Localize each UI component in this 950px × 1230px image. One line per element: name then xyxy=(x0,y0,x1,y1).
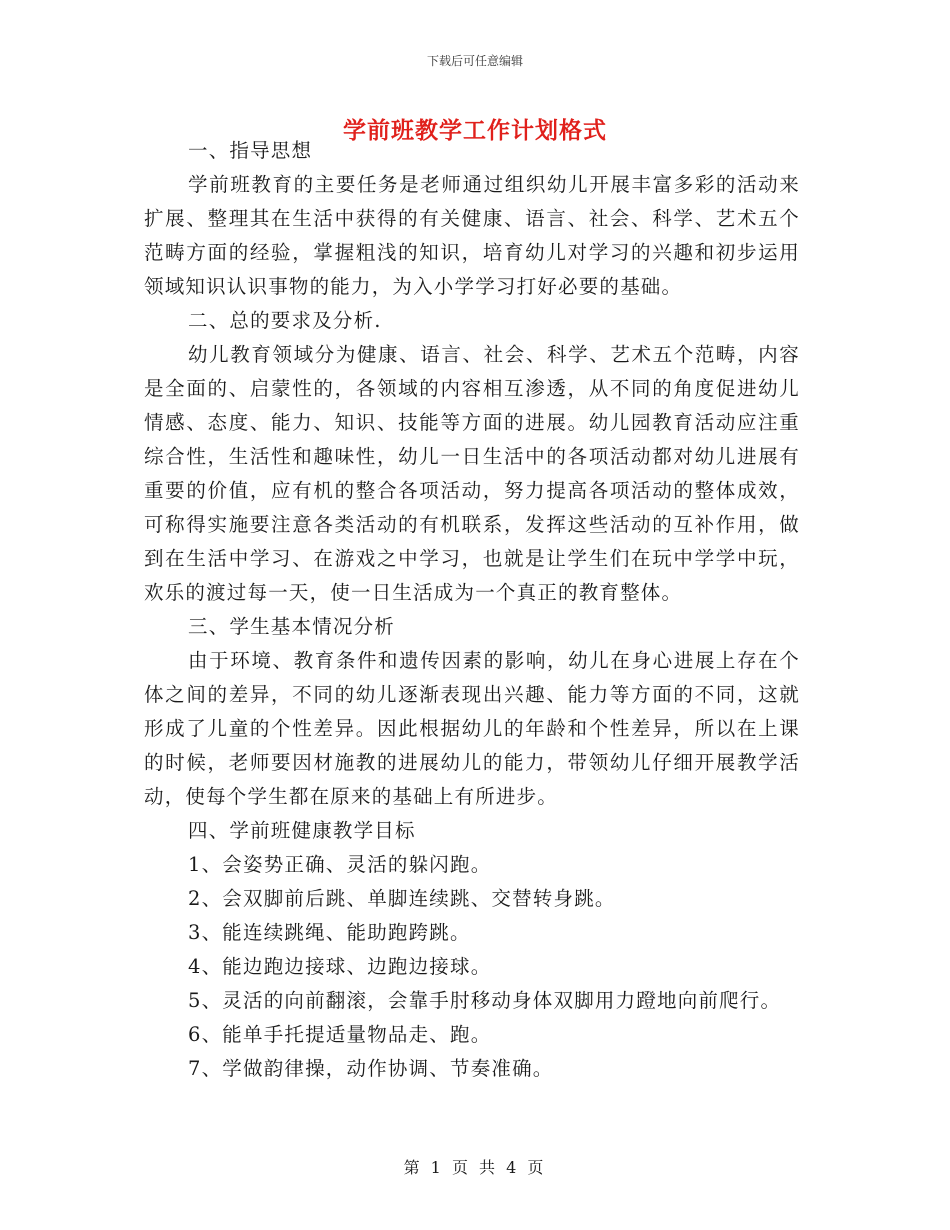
list-item-goal-4: 4、能边跑边接球、边跑边接球。 xyxy=(188,955,492,978)
list-item-goal-7: 7、学做韵律操，动作协调、节奏准确。 xyxy=(188,1057,554,1080)
section-heading-student-analysis: 三、学生基本情况分析 xyxy=(188,615,396,638)
section-heading-health-goals: 四、学前班健康教学目标 xyxy=(188,819,416,842)
document-title: 学前班教学工作计划格式 xyxy=(343,117,607,144)
list-item-goal-5: 5、灵活的向前翻滚，会靠手肘移动身体双脚用力蹬地向前爬行。 xyxy=(188,989,782,1012)
paragraph-student-analysis: 由于环境、教育条件和遗传因素的影响，幼儿在身心进展上存在个体之间的差异，不同的幼儿逐渐表现出兴趣、能力等方面的不同，这就形成了儿童的个性差异。因此根据幼儿的年龄和个性差异，所以在上课的时候，老师要因材施教的进展幼儿的能力，带领幼儿仔细开展教学活动，使每个学生都在原来的基础上有所进步。 xyxy=(144,649,800,808)
section-heading-requirements: 二、总的要求及分析. xyxy=(188,309,382,332)
page-number: 第 1 页 共 4 页 xyxy=(403,1158,547,1177)
list-item-goal-2: 2、会双脚前后跳、单脚连续跳、交替转身跳。 xyxy=(188,887,616,910)
section-heading-guiding-thought: 一、指导思想 xyxy=(188,139,313,162)
page-header-note: 下载后可任意编辑 xyxy=(426,54,523,68)
list-item-goal-1: 1、会姿势正确、灵活的躲闪跑。 xyxy=(188,853,492,876)
document-body xyxy=(144,134,800,1086)
list-item-goal-3: 3、能连续跳绳、能助跑跨跳。 xyxy=(188,921,471,944)
paragraph-guiding-thought: 学前班教育的主要任务是老师通过组织幼儿开展丰富多彩的活动来扩展、整理其在生活中获得的有关健康、语言、社会、科学、艺术五个范畴方面的经验，掌握粗浅的知识，培育幼儿对学习的兴趣和初步运用领域知识认识事物的能力，为入小学学习打好必要的基础。 xyxy=(144,173,800,298)
list-item-goal-6: 6、能单手托提适量物品走、跑。 xyxy=(188,1023,492,1046)
paragraph-requirements: 幼儿教育领域分为健康、语言、社会、科学、艺术五个范畴，内容是全面的、启蒙性的，各领域的内容相互渗透，从不同的角度促进幼儿情感、态度、能力、知识、技能等方面的进展。幼儿园教育活动应注重综合性，生活性和趣味性，幼儿一日生活中的各项活动都对幼儿进展有重要的价值，应有机的整合各项活动，努力提高各项活动的整体成效，可称得实施要注意各类活动的有机联系，发挥这些活动的互补作用，做到在生活中学习、在游戏之中学习，也就是让学生们在玩中学学中玩，欢乐的渡过每一天，使一日生活成为一个真正的教育整体。 xyxy=(144,343,800,604)
